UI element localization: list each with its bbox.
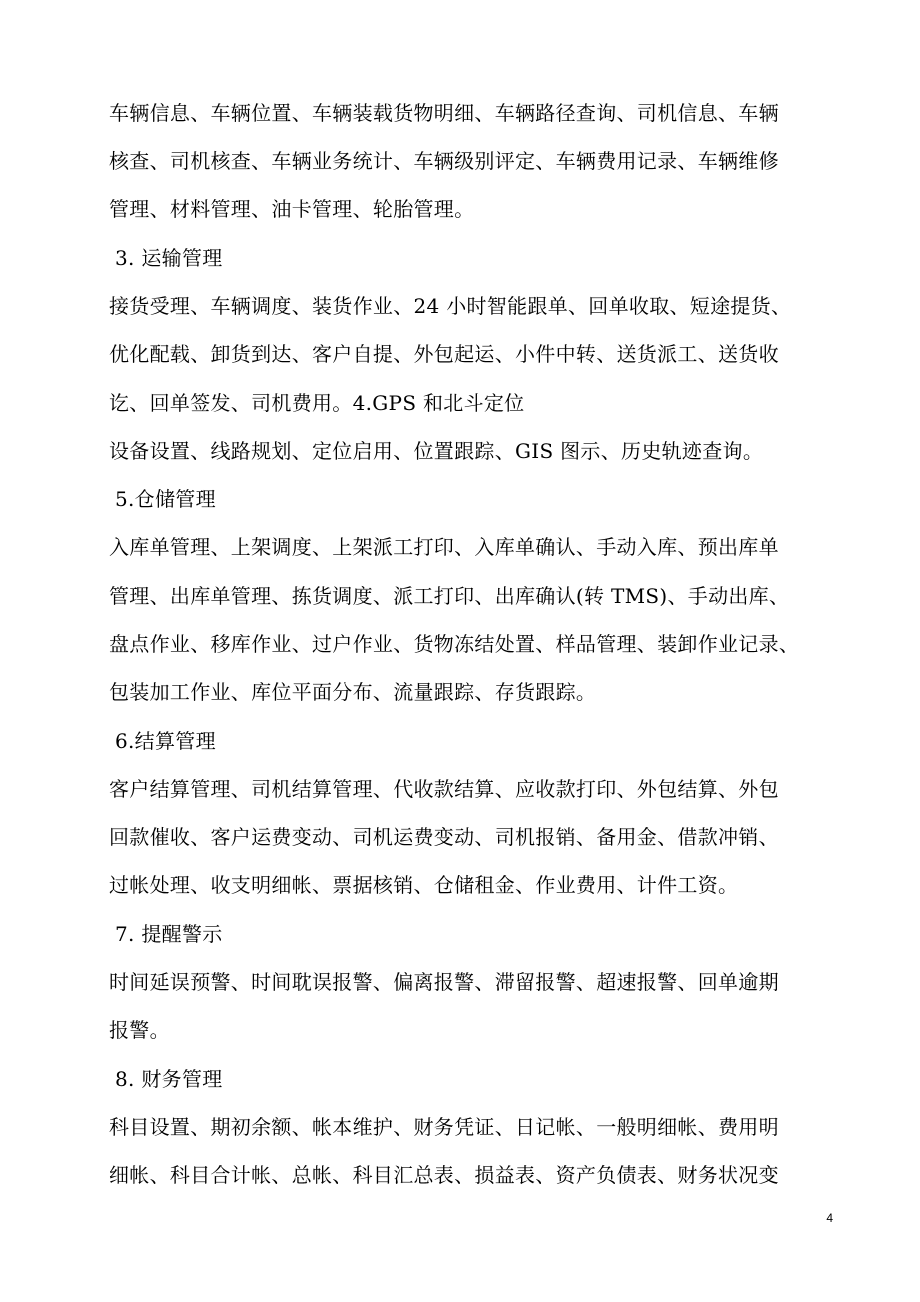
paragraph-alert-line-2: 报警。	[109, 1018, 170, 1042]
paragraph-vehicle-line-2: 核查、司机核查、车辆业务统计、车辆级别评定、车辆费用记录、车辆维修	[109, 149, 779, 173]
paragraph-warehouse-line-2: 管理、出库单管理、拣货调度、派工打印、出库确认(转 TMS)、手动出库、	[109, 584, 790, 608]
heading-alert-warning: 7. 提醒警示	[115, 922, 223, 946]
paragraph-warehouse-line-3: 盘点作业、移库作业、过户作业、货物冻结处置、样品管理、装卸作业记录、	[109, 632, 800, 656]
heading-finance-management: 8. 财务管理	[115, 1067, 223, 1091]
paragraph-finance-line-2: 细帐、科目合计帐、总帐、科目汇总表、损益表、资产负债表、财务状况变	[109, 1163, 779, 1187]
heading-warehouse-management: 5.仓储管理	[115, 487, 216, 511]
heading-transport-management: 3. 运输管理	[115, 246, 223, 270]
paragraph-alert-line-1: 时间延误预警、时间耽误报警、偏离报警、滞留报警、超速报警、回单逾期	[109, 970, 779, 994]
paragraph-warehouse-line-4: 包装加工作业、库位平面分布、流量跟踪、存货跟踪。	[109, 680, 597, 704]
paragraph-finance-line-1: 科目设置、期初余额、帐本维护、财务凭证、日记帐、一般明细帐、费用明	[109, 1115, 779, 1139]
paragraph-warehouse-line-1: 入库单管理、上架调度、上架派工打印、入库单确认、手动入库、预出库单	[109, 535, 779, 559]
paragraph-transport-line-2: 优化配载、卸货到达、客户自提、外包起运、小件中转、送货派工、送货收	[109, 342, 779, 366]
paragraph-transport-line-3: 讫、回单签发、司机费用。4.GPS 和北斗定位	[109, 391, 525, 415]
paragraph-vehicle-line-1: 车辆信息、车辆位置、车辆装载货物明细、车辆路径查询、司机信息、车辆	[109, 101, 779, 125]
paragraph-settlement-line-1: 客户结算管理、司机结算管理、代收款结算、应收款打印、外包结算、外包	[109, 777, 779, 801]
paragraph-vehicle-line-3: 管理、材料管理、油卡管理、轮胎管理。	[109, 197, 475, 221]
paragraph-transport-line-1: 接货受理、车辆调度、装货作业、24 小时智能跟单、回单收取、短途提货、	[109, 294, 792, 318]
heading-settlement-management: 6.结算管理	[115, 729, 216, 753]
paragraph-settlement-line-2: 回款催收、客户运费变动、司机运费变动、司机报销、备用金、借款冲销、	[109, 825, 779, 849]
paragraph-settlement-line-3: 过帐处理、收支明细帐、票据核销、仓储租金、作业费用、计件工资。	[109, 873, 739, 897]
page-number: 4	[826, 1211, 833, 1225]
paragraph-gps-line-1: 设备设置、线路规划、定位启用、位置跟踪、GIS 图示、历史轨迹查询。	[109, 439, 764, 463]
